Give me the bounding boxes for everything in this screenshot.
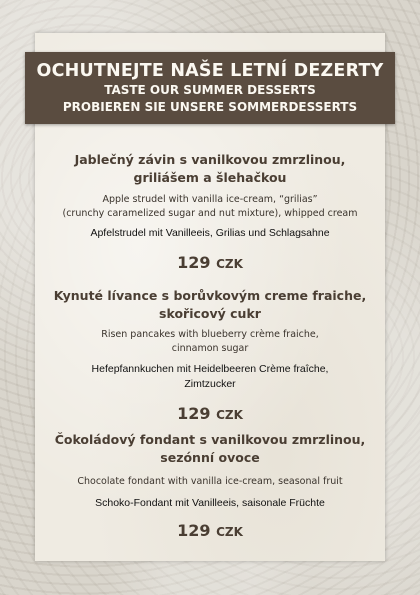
menu-item-1	[35, 151, 385, 274]
item-desc-en-line: Chocolate fondant with vanilla ice-cream, seasonal fruit	[77, 476, 343, 487]
item-desc-en	[35, 193, 385, 221]
price-value: 129	[177, 404, 211, 423]
item-desc-en-line: Risen pancakes with blueberry crème fraiche,	[101, 329, 319, 340]
item-desc-en	[35, 475, 385, 489]
item-price	[35, 253, 385, 274]
menu-item-3	[35, 431, 385, 542]
item-desc-de	[35, 496, 385, 511]
item-title-line: griliášem a šlehačkou	[133, 170, 287, 185]
item-desc-en-line: Apple strudel with vanilla ice-cream, “grilias”	[102, 194, 318, 205]
header-title-en: TASTE OUR SUMMER DESSERTS	[104, 83, 316, 97]
item-title-line: Jablečný závin s vanilkovou zmrzlinou,	[74, 152, 346, 167]
item-title-line: Kynuté lívance s borůvkovým creme fraiche,	[53, 288, 367, 303]
price-value: 129	[177, 253, 211, 272]
item-title	[35, 287, 385, 323]
item-title	[35, 151, 385, 187]
price-value: 129	[177, 521, 211, 540]
item-desc-en	[35, 328, 385, 356]
item-title	[35, 431, 385, 467]
header-title-de: PROBIEREN SIE UNSERE SOMMERDESSERTS	[62, 100, 358, 114]
price-currency: CZK	[216, 408, 243, 422]
item-title-line: sezónní ovoce	[160, 450, 260, 465]
header-title-cz: OCHUTNEJTE NAŠE LETNÍ DEZERTY	[36, 61, 384, 81]
item-desc-de-line: Schoko-Fondant mit Vanilleeis, saisonale Früchte	[95, 497, 325, 509]
price-currency: CZK	[216, 257, 243, 271]
item-desc-de	[35, 362, 385, 392]
price-currency: CZK	[216, 525, 243, 539]
item-price	[35, 404, 385, 425]
item-desc-de-line: Hefepfannkuchen mit Heidelbeeren Crème fraîche,	[91, 363, 329, 375]
item-desc-de-line: Zimtzucker	[184, 378, 236, 390]
header-banner	[25, 52, 395, 124]
item-title-line: Čokoládový fondant s vanilkovou zmrzlinou,	[54, 432, 366, 447]
item-desc-de-line: Apfelstrudel mit Vanilleeis, Grilias und Schlagsahne	[90, 227, 330, 239]
item-desc-de	[35, 226, 385, 241]
item-desc-en-line: cinnamon sugar	[171, 343, 249, 354]
item-desc-en-line: (crunchy caramelized sugar and nut mixture), whipped cream	[62, 208, 358, 219]
item-title-line: skořicový cukr	[159, 306, 261, 321]
item-price	[35, 521, 385, 542]
menu-item-2	[35, 287, 385, 425]
